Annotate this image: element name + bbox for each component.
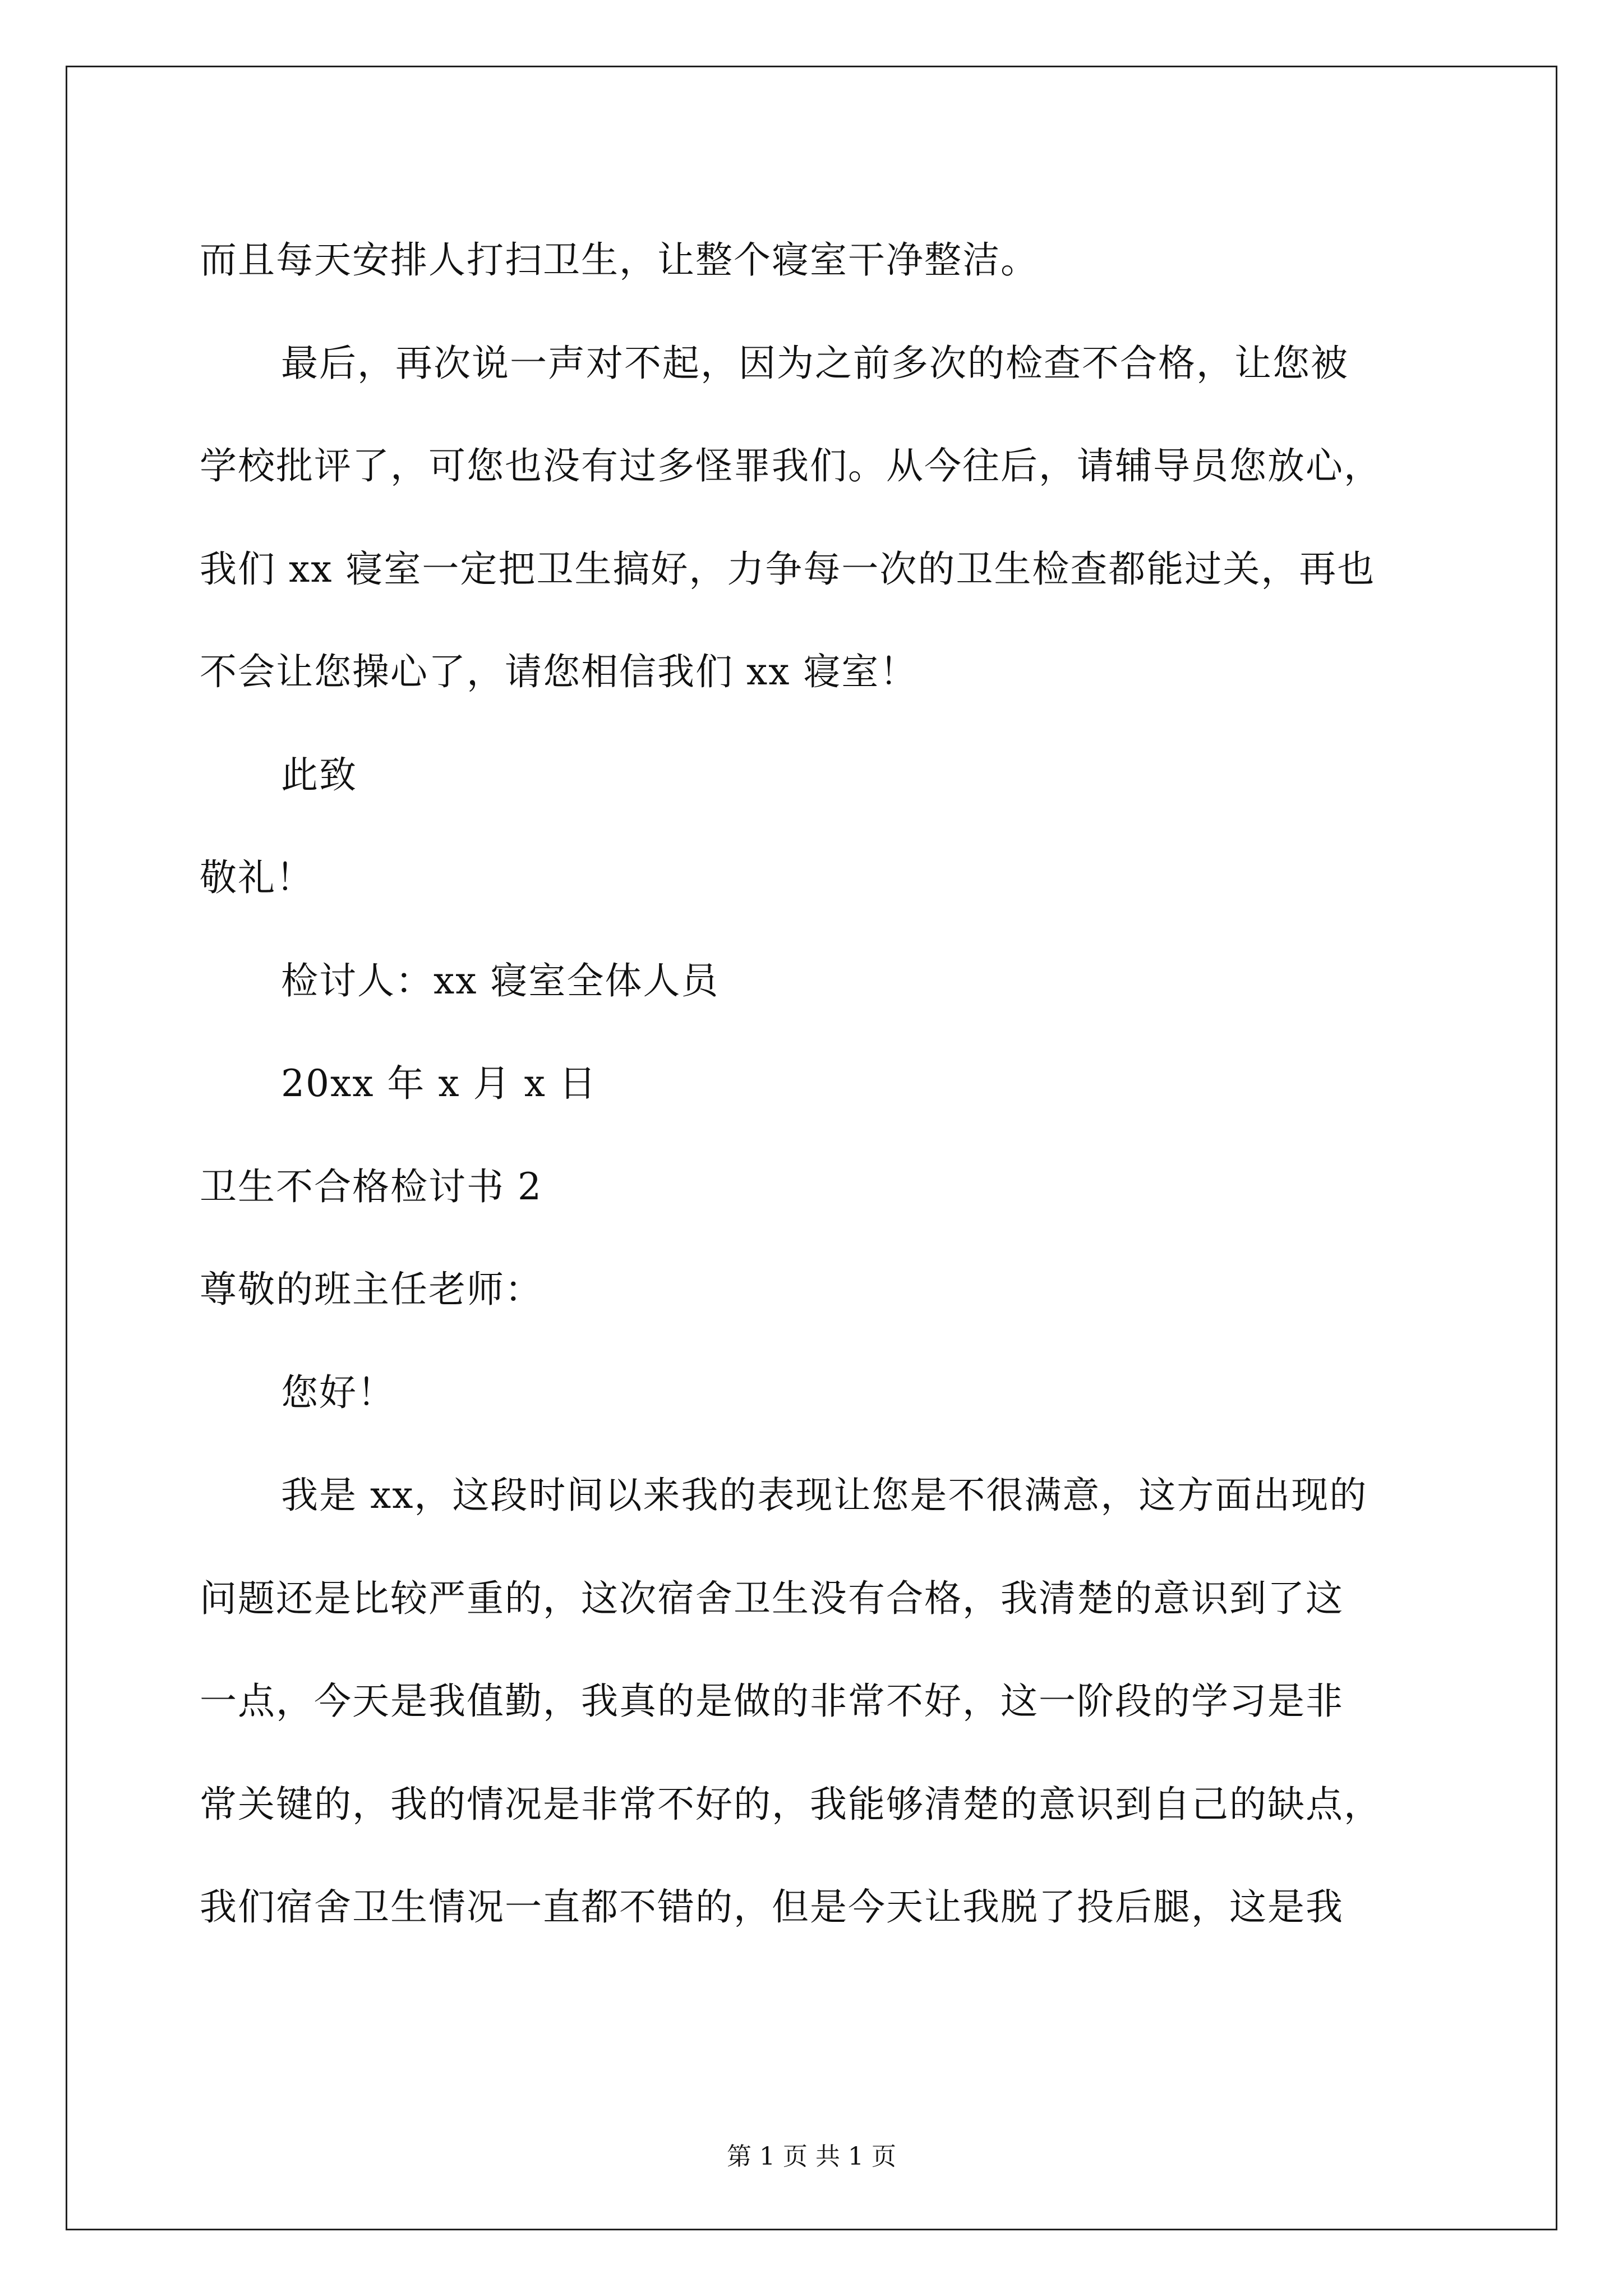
page-number-footer: 第 1 页 共 1 页 [727, 2142, 896, 2171]
body-line-2: 最后，再次说一声对不起，因为之前多次的检查不合格，让您被 [281, 341, 1349, 385]
signature-date: 20xx 年 x 月 x 日 [281, 1062, 597, 1105]
salutation-respect: 敬礼！ [200, 856, 314, 899]
body-line-13: 我是 xx，这段时间以来我的表现让您是不很满意，这方面出现的 [281, 1474, 1368, 1517]
body-line-15: 一点，今天是我值勤，我真的是做的非常不好，这一阶段的学习是非 [200, 1680, 1344, 1723]
salutation-closing: 此致 [281, 753, 357, 797]
body-line-5: 不会让您操心了，请您相信我们 xx 寝室！ [200, 650, 918, 693]
body-line-4: 我们 xx 寝室一定把卫生搞好，力争每一次的卫生检查都能过关，再也 [200, 547, 1376, 591]
section-title: 卫生不合格检讨书 2 [200, 1165, 542, 1208]
body-line-14: 问题还是比较严重的，这次宿舍卫生没有合格，我清楚的意识到了这 [200, 1576, 1344, 1620]
signature-author: 检讨人：xx 寝室全体人员 [281, 959, 720, 1002]
body-line-3: 学校批评了，可您也没有过多怪罪我们。从今往后，请辅导员您放心， [200, 444, 1382, 487]
document-body [200, 209, 1433, 1959]
greeting-recipient: 尊敬的班主任老师： [200, 1268, 543, 1311]
greeting-hello: 您好！ [281, 1370, 395, 1414]
body-line-16: 常关键的，我的情况是非常不好的，我能够清楚的意识到自己的缺点， [200, 1782, 1382, 1826]
body-line-17: 我们宿舍卫生情况一直都不错的，但是今天让我脱了投后腿，这是我 [200, 1885, 1344, 1929]
body-line-1: 而且每天安排人打扫卫生，让整个寝室干净整洁。 [200, 238, 1039, 282]
